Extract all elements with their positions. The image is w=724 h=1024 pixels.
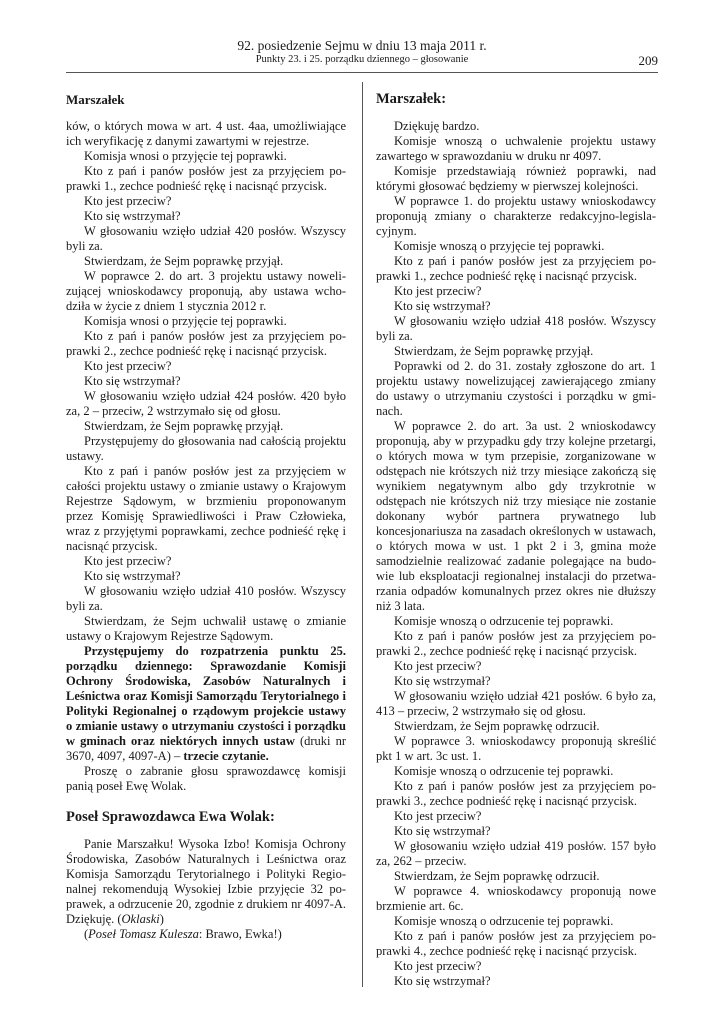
page-number: 209 — [638, 53, 658, 68]
agenda-item-docs: (druki nr 3670, 4097, 4097-A) – — [66, 734, 346, 763]
paragraph: Kto jest przeciw? — [394, 809, 482, 823]
paragraph: W poprawce 3. wnioskodawcy proponują skreślić pkt 1 w art. 3c ust. 1. — [376, 734, 656, 763]
page-header — [66, 38, 658, 66]
paragraph — [66, 837, 346, 927]
paragraph: W poprawce 1. do projektu ustawy wnioskodawcy proponują zmiany o charakterze redakcyjno-legislacyjnym. — [376, 194, 656, 238]
paragraph: Komisje wnoszą o uchwalenie projektu ustawy zawartego w sprawozdaniu w druku nr 4097. — [376, 134, 656, 163]
paragraph: Kto jest przeciw? — [394, 659, 482, 673]
paragraph: Kto się wstrzymał? — [84, 569, 181, 583]
paragraph: Kto się wstrzymał? — [84, 209, 181, 223]
paragraph: Kto jest przeciw? — [394, 959, 482, 973]
paragraph: Kto z pań i panów posłów jest za przyjęciem poprawki 2., zechce podnieść rękę i nacisnąć przycisk. — [66, 329, 346, 358]
interjection-text: : Brawo, Ewka!) — [198, 927, 282, 941]
paragraph: Poprawki od 2. do 31. zostały zgłoszone do art. 1 projektu ustawy nowelizującej zawierającego zmiany do ustawy o utrzymaniu czystości i porządku w gminach. — [376, 359, 656, 418]
paragraph: Kto się wstrzymał? — [394, 974, 491, 988]
paragraph: W głosowaniu wzięło udział 420 posłów. Wszyscy byli za. — [66, 224, 346, 253]
paragraph: ków, o których mowa w art. 4 ust. 4aa, umożliwiające ich weryfikację z danymi zawartymi w rejestrze. — [66, 119, 346, 148]
paragraph: Stwierdzam, że Sejm poprawkę odrzucił. — [394, 719, 600, 733]
header-subtitle: Punkty 23. i 25. porządku dziennego – głosowanie — [255, 54, 469, 65]
speech-text: Panie Marszałku! Wysoka Izbo! Komisja Ochrony Środowiska, Zasobów Naturalnych i Leśnictwa oraz Komisja Samorządu Terytorialnego i Polityki Regionalnej rekomendują Wysokiej Izbie przyjęcie 32 poprawek, a odrzucenie 20, zgodnie z drukiem nr 4097-A. Dziękuję. ( — [66, 837, 346, 926]
paragraph: Komisje wnoszą o odrzucenie tej poprawki. — [394, 914, 614, 928]
paragraph: W głosowaniu wzięło udział 418 posłów. Wszyscy byli za. — [376, 314, 656, 343]
paragraph: Kto się wstrzymał? — [394, 299, 491, 313]
paragraph: Komisje przedstawiają również poprawki, nad którymi głosować będziemy w pierwszej kolejności. — [376, 164, 656, 193]
paragraph: Stwierdzam, że Sejm poprawkę przyjął. — [84, 254, 284, 268]
speaker-marszalek: Marszałek: — [376, 91, 447, 107]
paragraph: Kto z pań i panów posłów jest za przyjęciem w całości projektu ustawy o zmianie ustawy o Krajowym Rejestrze Sądowym, w brzmieniu proponowanym przez Komisję Sprawiedliwości i Praw Człowieka, wraz z przyjętymi poprawkami, zechce podnieść rękę i nacisnąć przycisk. — [66, 464, 346, 553]
header-title: 92. posiedzenie Sejmu w dniu 13 maja 2011 r. — [237, 38, 487, 53]
paragraph: Kto z pań i panów posłów jest za przyjęciem poprawki 1., zechce podnieść rękę i nacisnąć przycisk. — [66, 164, 346, 193]
agenda-item-title: Przystępujemy do rozpatrzenia punktu 25. porządku dziennego: Sprawozdanie Komisji Ochrony Środowiska, Zasobów Naturalnych i Leśnictwa oraz Komisji Samorządu Terytorialnego i Polityki Regionalnej o rządowym projekcie ustawy o zmianie ustawy o utrzymaniu czystości i porządku w gminach oraz niektórych innych ustaw — [66, 644, 346, 748]
paragraph: Kto się wstrzymał? — [84, 374, 181, 388]
paragraph: Komisja wnosi o przyjęcie tej poprawki. — [84, 314, 287, 328]
agenda-item-paragraph — [66, 644, 346, 764]
paragraph: W poprawce 4. wnioskodawcy proponują nowe brzmienie art. 6c. — [376, 884, 656, 913]
paragraph: Proszę o zabranie głosu sprawozdawcę komisji panią poseł Ewę Wolak. — [66, 764, 346, 793]
paragraph: W poprawce 2. do art. 3a ust. 2 wnioskodawcy proponują, aby w przypadku gdy trzy kolejne przetargi, o których mowa w tym przepisie, zorganizowane w odstępach nie krótszych niż trzy miesiące zakończą się wynikiem negatywnym albo gdy trzykrotnie w odstępach nie krótszych niż trzy miesiące nie zostanie dokonany wybór partnera prywatnego lub koncesjonariusza na zasadach określonych w ustawach, o których mowa w ust. 1 pkt 2 i 3, gmina może samodzielnie realizować zadanie polegające na budowie lub eksploatacji regionalnej instalacji do przetwarzania odpadów komunalnych przez okres nie dłuższy niż 3 lata. — [376, 419, 656, 613]
paragraph: Kto jest przeciw? — [84, 359, 172, 373]
paragraph: Kto się wstrzymał? — [394, 674, 491, 688]
paragraph: Komisje wnoszą o odrzucenie tej poprawki. — [394, 614, 614, 628]
interjection — [66, 927, 346, 942]
paragraph: Komisje wnoszą o odrzucenie tej poprawki. — [394, 764, 614, 778]
paragraph: Kto z pań i panów posłów jest za przyjęciem poprawki 1., zechce podnieść rękę i nacisnąć przycisk. — [376, 254, 656, 283]
paragraph: Kto jest przeciw? — [84, 194, 172, 208]
paragraph: Stwierdzam, że Sejm poprawkę odrzucił. — [394, 869, 600, 883]
paragraph: W głosowaniu wzięło udział 419 posłów. 157 było za, 262 – przeciw. — [376, 839, 656, 868]
paragraph: Kto z pań i panów posłów jest za przyjęciem poprawki 3., zechce podnieść rękę i nacisnąć przycisk. — [376, 779, 656, 808]
left-column — [66, 92, 346, 942]
paragraph: W głosowaniu wzięło udział 424 posłów. 420 było za, 2 – przeciw, 2 wstrzymało się od głosu. — [66, 389, 346, 418]
paragraph: Dziękuję bardzo. — [394, 119, 480, 133]
paragraph: Kto jest przeciw? — [84, 554, 172, 568]
speaker-ewa-wolak: Poseł Sprawozdawca Ewa Wolak: — [66, 809, 275, 825]
paragraph: W poprawce 2. do art. 3 projektu ustawy nowelizującej wnioskodawcy proponują, aby ustawa wchodziła w życie z dniem 1 stycznia 2012 r. — [66, 269, 346, 313]
paragraph: Kto z pań i panów posłów jest za przyjęciem poprawki 2., zechce podnieść rękę i nacisnąć przycisk. — [376, 629, 656, 658]
paragraph: Stwierdzam, że Sejm uchwalił ustawę o zmianie ustawy o Krajowym Rejestrze Sądowym. — [66, 614, 346, 643]
header-rule — [66, 72, 658, 73]
paragraph: Przystępujemy do głosowania nad całością projektu ustawy. — [66, 434, 346, 463]
paragraph: W głosowaniu wzięło udział 421 posłów. 6 było za, 413 – przeciw, 2 wstrzymało się od głosu. — [376, 689, 656, 718]
applause-note: Oklaski — [121, 912, 160, 926]
paragraph: Komisje wnoszą o przyjęcie tej poprawki. — [394, 239, 605, 253]
interjection-open: ( — [84, 927, 89, 941]
paragraph: Kto jest przeciw? — [394, 284, 482, 298]
speech-close: ) — [159, 912, 164, 926]
paragraph: Komisja wnosi o przyjęcie tej poprawki. — [84, 149, 287, 163]
paragraph: Stwierdzam, że Sejm poprawkę przyjął. — [84, 419, 284, 433]
paragraph: Kto z pań i panów posłów jest za przyjęciem poprawki 4., zechce podnieść rękę i nacisnąć przycisk. — [376, 929, 656, 958]
paragraph: Stwierdzam, że Sejm poprawkę przyjął. — [394, 344, 594, 358]
interjection-speaker: Poseł Tomasz Kulesza — [88, 927, 199, 941]
agenda-item-reading: trzecie czytanie. — [183, 749, 269, 763]
column-divider — [362, 82, 363, 987]
paragraph: Kto się wstrzymał? — [394, 824, 491, 838]
right-column — [376, 92, 656, 989]
paragraph: W głosowaniu wzięło udział 410 posłów. Wszyscy byli za. — [66, 584, 346, 613]
speaker-marszalek: Marszałek — [66, 92, 125, 107]
